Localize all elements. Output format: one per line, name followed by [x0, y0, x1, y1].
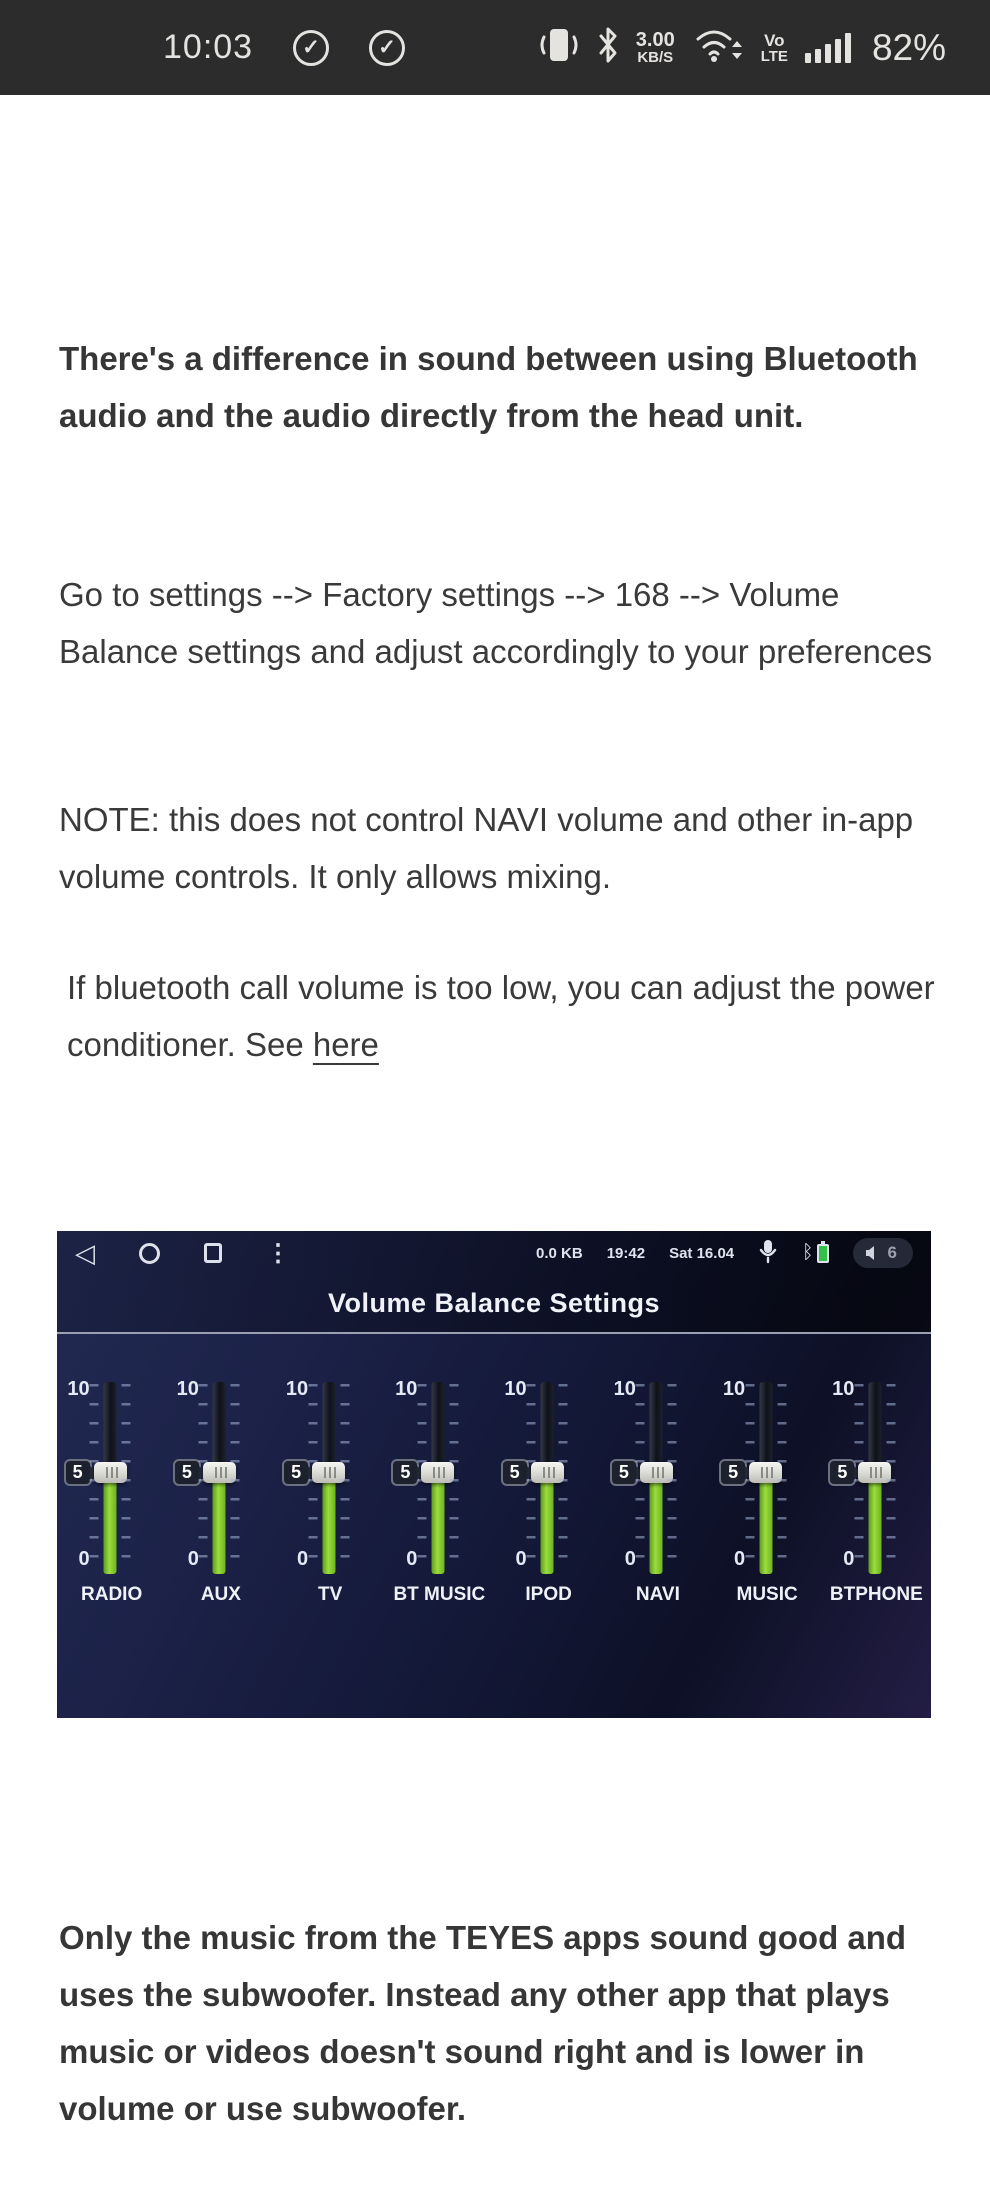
slider-channel-label: NAVI	[635, 1584, 680, 1605]
status-bar-right	[538, 23, 946, 72]
slider-column-tv	[276, 1334, 385, 1718]
article-heading: There's a difference in sound between using Bluetooth audio and the audio directly from the head unit.	[59, 340, 918, 434]
slider-value-badge: 5	[173, 1459, 201, 1486]
slider-max-label: 10	[504, 1378, 527, 1400]
slider-min-label: 0	[624, 1548, 636, 1570]
slider-column-btphone	[822, 1334, 931, 1718]
volte-bottom: LTE	[760, 47, 788, 65]
slider-thumb	[858, 1462, 891, 1483]
status-bar	[0, 0, 990, 95]
paragraph-bluetooth-call-text: If bluetooth call volume is too low, you can adjust the power conditioner. See	[67, 969, 935, 1063]
head-unit-status-cluster	[536, 1238, 913, 1268]
head-unit-title: Volume Balance Settings	[327, 1288, 661, 1318]
head-unit-title-row	[57, 1275, 931, 1332]
slider-thumb	[421, 1462, 454, 1483]
slider-fill	[431, 1474, 444, 1574]
slider-value-badge: 5	[719, 1459, 747, 1486]
paragraph-note: NOTE: this does not control NAVI volume and other in-app volume controls. It only allows mixing.	[59, 801, 914, 895]
slider-max-label: 10	[613, 1378, 636, 1400]
mic-icon	[758, 1238, 778, 1268]
slider-min-label: 0	[78, 1548, 90, 1570]
slider-thumb	[531, 1462, 564, 1483]
battery-icon	[817, 1244, 829, 1263]
slider-thumb	[94, 1462, 127, 1483]
paragraph-settings-path: Go to settings --> Factory settings --> 168 --> Volume Balance settings and adjust accordingly to your preferences	[59, 576, 933, 670]
head-unit-top-area	[57, 1231, 931, 1334]
slider-min-label: 0	[734, 1548, 746, 1570]
check-circle-icon: ✓	[369, 30, 405, 66]
bluetooth-battery-indicator	[802, 1242, 828, 1264]
status-bar-left	[163, 28, 405, 67]
bluetooth-icon: ᛒ	[802, 1242, 814, 1263]
paragraph-bluetooth-call	[59, 959, 939, 1073]
slider-min-label: 0	[187, 1548, 199, 1570]
slider-max-label: 10	[285, 1378, 309, 1400]
slider-track	[104, 1382, 117, 1574]
data-rate-value: 3.00	[635, 29, 675, 51]
slider-value-badge: 5	[64, 1459, 92, 1486]
slider-fill	[104, 1474, 117, 1574]
head-unit-screenshot	[57, 1231, 931, 1718]
head-unit-nav-bar	[57, 1231, 931, 1275]
slider-fill	[322, 1474, 335, 1574]
volume-indicator	[853, 1238, 913, 1268]
slider-max-label: 10	[67, 1378, 90, 1400]
slider-channel-label: BT MUSIC	[393, 1584, 486, 1605]
volte-top: Vo	[764, 30, 785, 50]
slider-min-label: 0	[843, 1548, 855, 1570]
recents-icon	[204, 1243, 222, 1263]
slider-min-label: 0	[406, 1548, 418, 1570]
slider-min-label: 0	[297, 1548, 309, 1570]
slider-value-badge: 5	[282, 1459, 310, 1486]
signal-bars-icon	[805, 33, 851, 63]
speaker-icon	[865, 1245, 881, 1261]
slider-column-ipod	[494, 1334, 603, 1718]
slider-channel-label: BTPHONE	[829, 1584, 923, 1605]
head-unit-clock: 19:42	[606, 1244, 646, 1262]
slider-thumb	[203, 1462, 236, 1483]
slider-column-aux	[166, 1334, 275, 1718]
slider-max-label: 10	[176, 1378, 199, 1400]
wifi-icon	[692, 23, 744, 72]
volume-level: 6	[887, 1243, 897, 1262]
check-circle-icon: ✓	[293, 30, 329, 66]
menu-dots-icon: ⋮	[266, 1239, 290, 1267]
data-rate	[636, 30, 675, 65]
slider-channel-label: TV	[317, 1584, 343, 1605]
slider-fill	[541, 1474, 554, 1574]
slider-min-label: 0	[515, 1548, 527, 1570]
here-link[interactable]: here	[312, 1026, 379, 1063]
slider-max-label: 10	[395, 1378, 418, 1400]
slider-thumb	[640, 1462, 673, 1483]
slider-channel-label: MUSIC	[736, 1584, 798, 1605]
slider-fill	[759, 1474, 772, 1574]
slider-channel-label: RADIO	[81, 1584, 143, 1605]
slider-column-bt-music	[385, 1334, 494, 1718]
android-nav-buttons	[75, 1239, 290, 1268]
slider-track	[759, 1382, 772, 1574]
slider-track	[213, 1382, 226, 1574]
clock: 10:03	[163, 28, 254, 66]
head-unit-date: Sat 16.04	[669, 1244, 735, 1262]
bluetooth-icon	[597, 23, 619, 72]
slider-track	[650, 1382, 663, 1574]
slider-thumb	[312, 1462, 345, 1483]
slider-value-badge: 5	[391, 1459, 419, 1486]
slider-track	[541, 1382, 554, 1574]
slider-channel-label: AUX	[200, 1584, 241, 1605]
slider-fill	[213, 1474, 226, 1574]
slider-track	[868, 1382, 881, 1574]
data-rate-unit: KB/S	[637, 49, 674, 66]
back-icon: ◁	[75, 1238, 95, 1268]
slider-column-navi	[603, 1334, 712, 1718]
slider-value-badge: 5	[610, 1459, 638, 1486]
volte-indicator	[761, 32, 788, 64]
home-icon	[139, 1243, 160, 1264]
slider-max-label: 10	[832, 1378, 855, 1400]
volume-sliders	[57, 1334, 931, 1718]
slider-column-music	[713, 1334, 822, 1718]
battery-percent: 82%	[871, 26, 946, 68]
slider-column-radio	[57, 1334, 166, 1718]
slider-thumb	[749, 1462, 782, 1483]
slider-fill	[868, 1474, 881, 1574]
slider-track	[322, 1382, 335, 1574]
article-closing: Only the music from the TEYES apps sound good and uses the subwoofer. Instead any other app that plays music or videos doesn't sound right and is lower in volume or use subwoofer.	[59, 1919, 907, 2127]
head-unit-data-usage: 0.0 KB	[536, 1244, 583, 1262]
slider-track	[431, 1382, 444, 1574]
slider-max-label: 10	[722, 1378, 746, 1400]
slider-value-badge: 5	[828, 1459, 856, 1486]
slider-value-badge: 5	[501, 1459, 529, 1486]
vibrate-icon	[538, 23, 580, 72]
slider-channel-label: IPOD	[525, 1584, 572, 1605]
slider-fill	[650, 1474, 663, 1574]
